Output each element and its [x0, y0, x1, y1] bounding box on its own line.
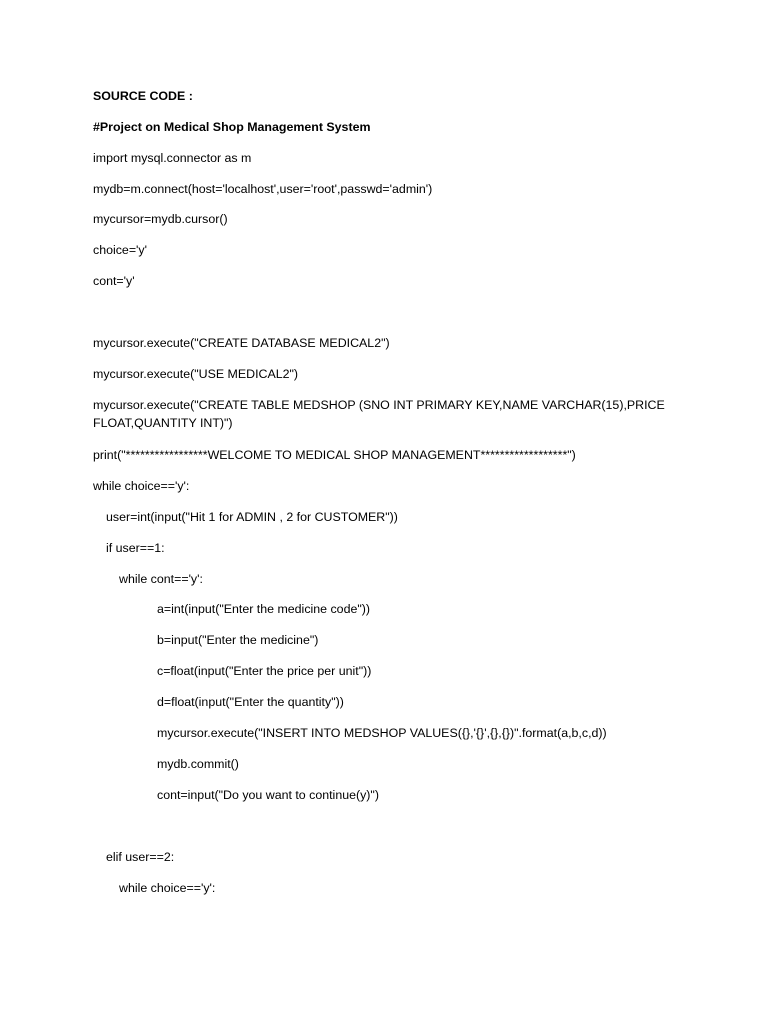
source-code-heading: SOURCE CODE : [93, 89, 193, 103]
code-line-while-cont: while cont=='y': [119, 572, 203, 586]
code-line-while-choice: while choice=='y': [93, 479, 190, 493]
code-line-create-database: mycursor.execute("CREATE DATABASE MEDICAL2") [93, 336, 390, 350]
code-line-cont: cont='y' [93, 274, 135, 288]
code-line-print-welcome: print("*****************WELCOME TO MEDICAL SHOP MANAGEMENT******************") [93, 448, 576, 462]
code-line-while-choice-customer: while choice=='y': [119, 881, 216, 895]
code-line-input-quantity: d=float(input("Enter the quantity")) [157, 695, 344, 709]
code-line-create-table: mycursor.execute("CREATE TABLE MEDSHOP (SNO INT PRIMARY KEY,NAME VARCHAR(15),PRICE FLOAT,QUANTITY INT)") [93, 398, 665, 430]
code-line-connect: mydb=m.connect(host='localhost',user='root',passwd='admin') [93, 182, 433, 196]
project-title-comment: #Project on Medical Shop Management System [93, 120, 371, 134]
code-line-input-price: c=float(input("Enter the price per unit")) [157, 664, 372, 678]
code-line-choice: choice='y' [93, 243, 147, 257]
code-line-use-database: mycursor.execute("USE MEDICAL2") [93, 367, 299, 381]
code-line-elif-customer: elif user==2: [106, 850, 175, 864]
code-line-input-medicine: b=input("Enter the medicine") [157, 633, 319, 647]
code-line-import: import mysql.connector as m [93, 151, 252, 165]
code-line-cursor: mycursor=mydb.cursor() [93, 212, 228, 226]
code-line-user-input: user=int(input("Hit 1 for ADMIN , 2 for CUSTOMER")) [106, 510, 398, 524]
code-line-continue-prompt: cont=input("Do you want to continue(y)") [157, 788, 379, 802]
code-line-insert: mycursor.execute("INSERT INTO MEDSHOP VALUES({},'{}',{},{})".format(a,b,c,d)) [157, 726, 607, 740]
code-line-input-code: a=int(input("Enter the medicine code")) [157, 602, 371, 616]
code-line-commit: mydb.commit() [157, 757, 239, 771]
code-line-if-admin: if user==1: [106, 541, 165, 555]
